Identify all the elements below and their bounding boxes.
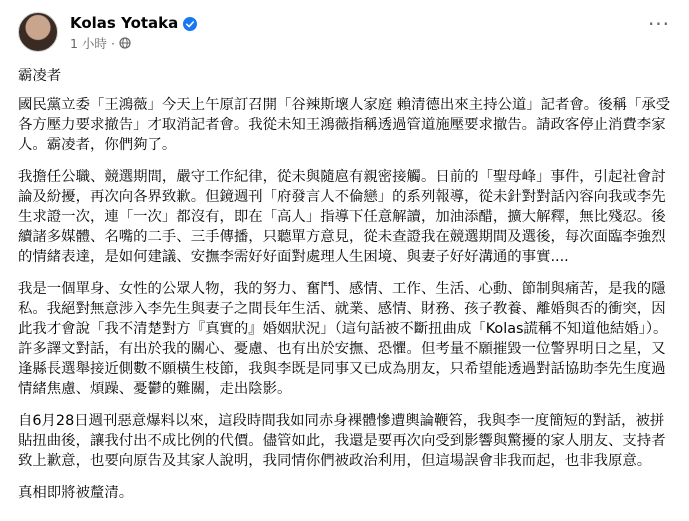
more-options-icon[interactable]: ··· [647, 12, 671, 36]
verified-badge-icon [183, 16, 197, 30]
author-avatar[interactable] [18, 12, 58, 52]
author-name[interactable]: Kolas Yotaka [70, 14, 179, 32]
post-paragraph: 真相即將被釐清。 [18, 485, 134, 501]
author-row [70, 13, 197, 33]
post-paragraph: 霸凌者 [18, 68, 62, 84]
post-paragraph: 我擔任公職、競選期間，嚴守工作紀律，從未與隨扈有親密接觸。日前的「聖母峰」事件，引起社會討論及紛擾，再次向各界致歉。但鏡週刊「府發言人不倫戀」的系列報導，從未針對對話內容向我或李先生求證一次，連「一次」都沒有，即在「高人」指導下任意解讀，加油添醋，擴大解釋，無比殘忍。後續諸多媒體、名嘴的二手、三手傳播，只聽單方意見，從未查證我在競選期間及選後，每次面臨李強烈的情緒表達，是如何建議、安撫李需好好面對處理人生困境、與妻子好好溝通的事實.... [18, 169, 666, 265]
post-paragraph: 國民黨立委「王鴻薇」今天上午原訂召開「谷辣斯壞人家庭 賴清德出來主持公道」記者會。後稱「承受各方壓力要求撤告」才取消記者會。我從未知王鴻薇指稱透過管道施壓要求撤告。請政客停止消費李家人。霸凌者，你們夠了。 [18, 97, 671, 153]
post-sub-row [70, 34, 197, 52]
post-body [18, 66, 674, 515]
post-paragraph: 自6月28日週刊惡意爆料以來，這段時間我如同赤身裸體慘遭輿論鞭笞，我與李一度簡短的對話，被拼貼扭曲後，讓我付出不成比例的代價。儘管如此，我還是要再次向受到影響與驚擾的家人朋友、支持者致上歉意，也要向原告及其家人說明，我同情你們被政治利用，但這場誤會非我而起，也非我原意。 [18, 413, 666, 469]
post-meta [70, 12, 197, 52]
post-timestamp[interactable]: 1 小時 [70, 36, 107, 51]
post-header [18, 12, 197, 54]
post-paragraph: 我是一個單身、女性的公眾人物，我的努力、奮鬥、感情、工作、生活、心動、節制與痛苦，是我的隱私。我絕對無意涉入李先生與妻子之間長年生活、就業、感情、財務、孩子教養、離婚與否的衝突，因此我才會說「我不清楚對方『真實的』婚姻狀況」（這句話被不斷扭曲成「Kolas謊稱不知道他結婚」）。許多譯文對話，有出於我的關心、憂慮、也有出於安撫、恐懼。但考量不願摧毀一位警界明日之星，又逢縣長選舉接近側數不願橫生枝節，我與李既是同事又已成為朋友，只希望能透過對話協助李先生度過情緒焦慮、煩躁、憂鬱的難關，走出陰影。 [18, 281, 668, 397]
globe-icon[interactable] [119, 37, 131, 49]
meta-separator: · [110, 35, 115, 51]
